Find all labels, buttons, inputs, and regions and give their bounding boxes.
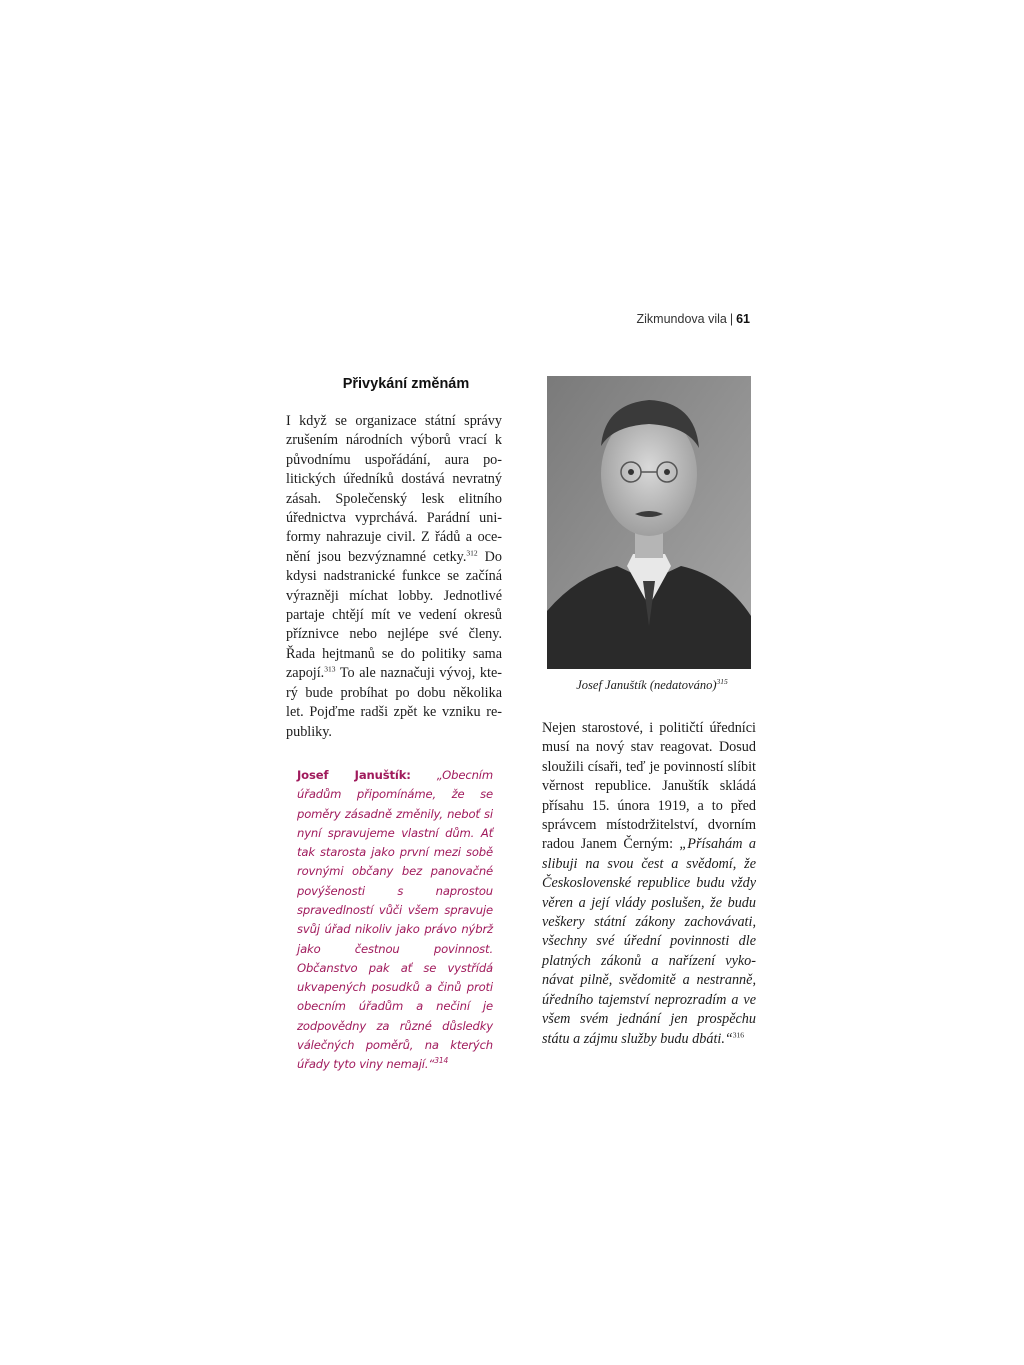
quote-speaker: Josef Januštík: [297, 767, 411, 782]
paragraph-text: Do kdysi nadstranické funkce se začíná výrazněji míchat lobby. Jednotlivé partaje chtějí mít ve vedení okresů příznivce nebo nejlépe své členy. Řada hejtmanů se do politiky sama zapojí. [286, 548, 502, 682]
left-column [286, 376, 502, 1075]
photo-caption [542, 678, 756, 693]
oath-quote: „Přísahám a slibuji na svou čest a svědomí, že Československé republice budu vždy věren a její vlády poslušen, že budu veškery státní zákony zachovávati, všechny své úřední povinnosti dle platných zákonů a nařízení vykonávat pilně, svědomitě a nestranně, úředního tajemství neprozradím a ve všem svém jednání jen prospěchu státu a zájmu služby budu dbáti.“ [542, 836, 756, 1047]
portrait-image [547, 376, 751, 669]
running-head [560, 312, 750, 326]
right-column [542, 376, 756, 1049]
caption-text: Josef Januštík (nedatováno) [576, 678, 717, 692]
section-heading: Přivykání změnám [342, 376, 470, 392]
body-paragraph [286, 412, 502, 742]
running-head-separator: | [729, 312, 734, 326]
footnote-ref: 314 [434, 1056, 449, 1066]
pull-quote [297, 766, 493, 1075]
paragraph-text: To ale naznačuji vývoj, který bude probíhat po dobu několika let. Pojďme radši zpět ke vzniku republiky. [286, 665, 502, 740]
footnote-ref: 316 [732, 1029, 745, 1039]
body-paragraph [542, 719, 756, 1049]
portrait-photo [547, 376, 751, 669]
footnote-ref: 312 [466, 548, 478, 558]
page-number: 61 [736, 312, 750, 326]
paragraph-text: Nejen starostové, i političtí úředníci musí na nový stav reagovat. Dosud sloužili císaři, teď je povinností slíbit věrnost republice. Januštík skládá přísahu 15. února 1919, a to před správcem místodržitelství, dvorním radou Janem Černým: [542, 720, 756, 853]
paragraph-text: I když se organizace státní správy zrušením národních výborů vrací k původnímu uspořádání, aura politických úředníků dostává nevratný zásah. Společenský lesk elitního úřednictva vyprchává. Parádní uniformy nahrazuje civil. Z řádů a ocenění jsou bezvýznamné cetky. [286, 413, 502, 565]
footnote-ref: 313 [324, 664, 336, 674]
footnote-ref: 315 [716, 676, 728, 686]
quote-text: „Obecním úřadům připomínáme, že se poměry zásadně změnily, neboť si nyní spravujeme vlastní dům. Ať tak starosta jako první mezi sobě rovnými občany bez panovačné povýšenosti s naprostou spravedlností vůči všem spravuje svůj úřad nikoliv jako právo nýbrž jako čestnou povinnost. Občanstvo pak ať se vystřídá ukvapených posudků a činů proti obecním úřadům a nečiní je zodpovědny za různé důsledky válečných poměrů, na kterých úřady tyto viny nemají.“ [297, 767, 493, 1072]
running-head-title: Zikmundova vila [636, 312, 727, 326]
